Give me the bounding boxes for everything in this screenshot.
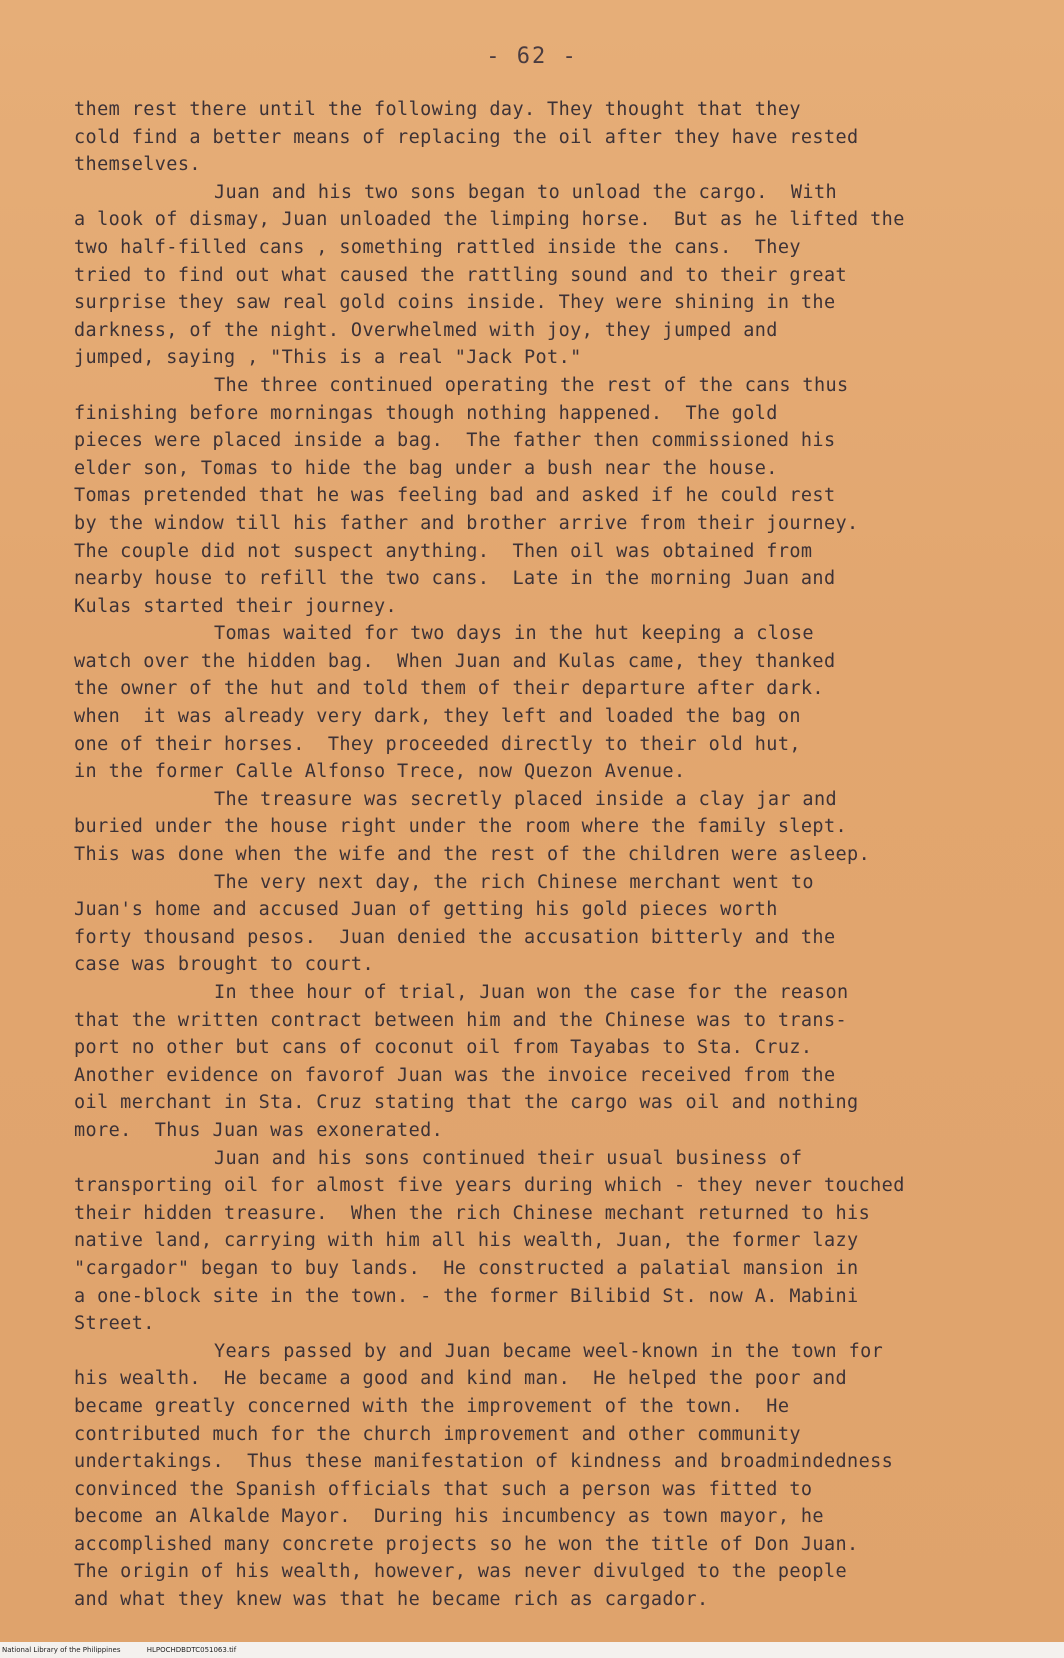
line-text: contributed much for the church improvement and other community [74,1423,801,1445]
line-text: finishing before morningas though nothing happened. The gold [74,402,778,424]
line-text: more. Thus Juan was exonerated. [74,1119,444,1141]
line-text: undertakings. Thus these manifestation of kindness and broadmindedness [74,1451,894,1473]
line-text: port no other but cans of coconut oil from Tayabas to Sta. Cruz. [74,1037,813,1059]
text-line [74,400,1040,428]
text-line [74,1393,1040,1421]
line-text: tried to find out what caused the rattling sound and to their great [74,264,848,286]
paragraph [74,869,1040,979]
text-line [74,896,1040,924]
line-text: in the former Calle Alfonso Trece, now Quezon Avenue. [74,761,686,783]
line-text: nearby house to refill the two cans. Late in the morning Juan and [74,568,836,590]
paragraph [74,179,1040,372]
text-line [74,1117,1040,1145]
text-line [74,179,1040,207]
text-line [74,620,1040,648]
line-text: case was brought to court. [74,954,374,976]
text-line [74,1448,1040,1476]
line-text: when it was already very dark, they left and loaded the bag on [74,706,801,728]
line-text: The three continued operating the rest of the cans thus [214,374,849,396]
line-text: the owner of the hut and told them of their departure after dark. [74,678,824,700]
line-text: cold find a better means of replacing the oil after they have rested [74,126,859,148]
text-line [74,979,1040,1007]
text-line [74,731,1040,759]
text-line [74,675,1040,703]
text-line [74,869,1040,897]
line-text: Tomas pretended that he was feeling bad and asked if he could rest [74,485,836,507]
paragraph [74,1338,1040,1614]
line-text: The treasure was secretly placed inside a clay jar and [214,788,838,810]
line-text: become an Alkalde Mayor. During his incumbency as town mayor, he [74,1506,824,1528]
line-text: native land, carrying with him all his wealth, Juan, the former lazy [74,1230,859,1252]
line-text: Years passed by and Juan became weel-known in the town for [214,1340,884,1362]
page-number: - 62 - [486,44,578,69]
line-text: Tomas waited for two days in the hut keeping a close [214,623,814,645]
text-line [74,841,1040,869]
text-line [74,924,1040,952]
text-line [74,262,1040,290]
text-line [74,206,1040,234]
line-text: Kulas started their journey. [74,595,398,617]
text-line [74,1034,1040,1062]
text-line [74,289,1040,317]
text-line [74,1200,1040,1228]
paragraph [74,786,1040,869]
line-text: surprise they saw real gold coins inside. They were shining in the [74,292,836,314]
text-line [74,1503,1040,1531]
text-line [74,372,1040,400]
line-text: Street. [74,1313,155,1335]
paragraph [74,979,1040,1145]
text-line [74,1255,1040,1283]
text-line [74,455,1040,483]
line-text: his wealth. He became a good and kind man. He helped the poor and [74,1368,848,1390]
line-text: a look of dismay, Juan unloaded the limping horse. But as he lifted the [74,209,905,231]
text-line [74,1338,1040,1366]
text-line [74,703,1040,731]
line-text: elder son, Tomas to hide the bag under a bush near the house. [74,457,778,479]
line-text: jumped, saying , "This is a real "Jack Pot." [74,347,582,369]
text-line [74,344,1040,372]
line-text: convinced the Spanish officials that such a person was fitted to [74,1478,813,1500]
text-line [74,234,1040,262]
paragraph [74,372,1040,620]
text-line [74,1007,1040,1035]
text-line [74,1062,1040,1090]
line-text: Juan and his sons continued their usual business of [214,1147,803,1169]
text-line [74,1421,1040,1449]
line-text: buried under the house right under the room where the family slept. [74,816,848,838]
line-text: accomplished many concrete projects so he won the title of Don Juan. [74,1533,859,1555]
text-line [74,1365,1040,1393]
footer-file-id: HLPOCHDBDTC051063.tif [146,1646,237,1654]
text-line [74,813,1040,841]
text-line [74,1310,1040,1338]
text-line [74,565,1040,593]
text-line [74,1227,1040,1255]
line-text: Juan and his two sons began to unload the cargo. With [214,181,838,203]
archive-footer [0,1642,1064,1658]
text-line [74,1476,1040,1504]
line-text: This was done when the wife and the rest of the children were asleep. [74,844,871,866]
line-text: "cargador" began to buy lands. He constructed a palatial mansion in [74,1257,859,1279]
line-text: The very next day, the rich Chinese merchant went to [214,871,814,893]
text-line [74,151,1040,179]
line-text: them rest there until the following day. They thought that they [74,99,801,120]
paragraph [74,96,1040,179]
text-line [74,510,1040,538]
footer-institution: National Library of the Philippines [2,1646,121,1654]
line-text: their hidden treasure. When the rich Chinese mechant returned to his [74,1202,871,1224]
line-text: Another evidence on favorof Juan was the invoice received from the [74,1064,836,1086]
paragraph [74,1145,1040,1338]
document-body [74,96,1040,1614]
line-text: that the written contract between him and the Chinese was to trans- [74,1009,848,1031]
text-line [74,1558,1040,1586]
line-text: darkness, of the night. Overwhelmed with joy, they jumped and [74,319,778,341]
line-text: a one-block site in the town. - the former Bilibid St. now A. Mabini [74,1285,859,1307]
text-line [74,1089,1040,1117]
line-text: pieces were placed inside a bag. The father then commissioned his [74,430,836,452]
text-line [74,482,1040,510]
line-text: themselves. [74,154,201,176]
line-text: one of their horses. They proceeded directly to their old hut, [74,733,801,755]
line-text: oil merchant in Sta. Cruz stating that the cargo was oil and nothing [74,1092,859,1114]
text-line [74,1586,1040,1614]
line-text: Juan's home and accused Juan of getting his gold pieces worth [74,899,778,921]
line-text: In thee hour of trial, Juan won the case for the reason [214,982,849,1003]
text-line [74,124,1040,152]
line-text: The couple did not suspect anything. Then oil was obtained from [74,540,813,562]
line-text: transporting oil for almost five years during which - they never touched [74,1175,905,1197]
text-line [74,538,1040,566]
text-line [74,951,1040,979]
text-line [74,593,1040,621]
line-text: and what they knew was that he became rich as cargador. [74,1589,709,1611]
text-line [74,1283,1040,1311]
line-text: The origin of his wealth, however, was never divulged to the people [74,1561,848,1583]
line-text: became greatly concerned with the improvement of the town. He [74,1395,790,1417]
text-line [74,758,1040,786]
text-line [74,1172,1040,1200]
line-text: two half-filled cans , something rattled inside the cans. They [74,236,801,258]
text-line [74,1145,1040,1173]
paragraph [74,620,1040,786]
text-line [74,1531,1040,1559]
text-line [74,648,1040,676]
text-line [74,96,1040,124]
line-text: forty thousand pesos. Juan denied the accusation bitterly and the [74,926,836,948]
text-line [74,786,1040,814]
line-text: watch over the hidden bag. When Juan and Kulas came, they thanked [74,650,836,672]
text-line [74,427,1040,455]
text-line [74,317,1040,345]
line-text: by the window till his father and brother arrive from their journey. [74,512,859,534]
